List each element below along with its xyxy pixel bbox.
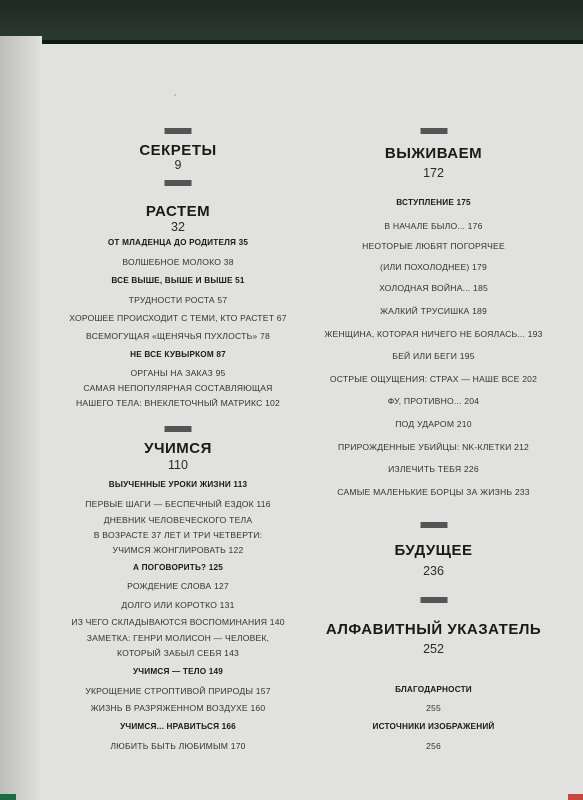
toc-entry[interactable]: ФУ, ПРОТИВНО... 204 bbox=[387, 396, 480, 406]
toc-entry[interactable]: ЛЮБИТЬ БЫТЬ ЛЮБИМЫМ 170 bbox=[110, 741, 246, 751]
toc-entry[interactable]: ПЕРВЫЕ ШАГИ — БЕСПЕЧНЫЙ ЕЗДОК 116 bbox=[85, 499, 271, 509]
toc-entry[interactable]: (ИЛИ ПОХОЛОДНЕЕ) 179 bbox=[380, 262, 487, 272]
spine-shadow bbox=[0, 36, 42, 800]
section-page-surviving: 172 bbox=[423, 166, 444, 180]
toc-entry[interactable]: УКРОЩЕНИЕ СТРОПТИВОЙ ПРИРОДЫ 157 bbox=[85, 686, 271, 696]
scan-corner-left bbox=[0, 794, 16, 800]
toc-entry[interactable]: ЗАМЕТКА: ГЕНРИ МОЛИСОН — ЧЕЛОВЕК, bbox=[86, 633, 270, 643]
section-title-secrets[interactable]: СЕКРЕТЫ bbox=[139, 142, 217, 159]
section-title-future[interactable]: БУДУЩЕЕ bbox=[394, 542, 473, 559]
section-bar bbox=[165, 128, 192, 134]
toc-entry[interactable]: ТРУДНОСТИ РОСТА 57 bbox=[128, 295, 228, 305]
toc-subheading[interactable]: ВСЕ ВЫШЕ, ВЫШЕ И ВЫШЕ 51 bbox=[111, 276, 245, 285]
toc-entry[interactable]: САМАЯ НЕПОПУЛЯРНАЯ СОСТАВЛЯЮЩАЯ bbox=[83, 383, 273, 393]
toc-page-number: 256 bbox=[426, 741, 441, 751]
toc-entry[interactable]: ВОЛШЕБНОЕ МОЛОКО 38 bbox=[122, 257, 234, 267]
section-title-learning[interactable]: УЧИМСЯ bbox=[144, 440, 212, 457]
toc-subheading[interactable]: УЧИМСЯ — ТЕЛО 149 bbox=[133, 667, 223, 676]
toc-entry[interactable]: НЕОТОРЫЕ ЛЮБЯТ ПОГОРЯЧЕЕ bbox=[362, 241, 505, 251]
section-page-secrets: 9 bbox=[174, 158, 182, 172]
toc-entry[interactable]: ДОЛГО ИЛИ КОРОТКО 131 bbox=[121, 600, 235, 610]
toc-subheading[interactable]: А ПОГОВОРИТЬ? 125 bbox=[133, 563, 223, 572]
toc-subheading-image-sources[interactable]: ИСТОЧНИКИ ИЗОБРАЖЕНИЙ bbox=[372, 722, 495, 731]
toc-subheading[interactable]: ОТ МЛАДЕНЦА ДО РОДИТЕЛЯ 35 bbox=[107, 238, 249, 247]
toc-subheading[interactable]: НЕ ВСЕ КУВЫРКОМ 87 bbox=[130, 350, 226, 359]
toc-entry[interactable]: ВСЕМОГУЩАЯ «ЩЕНЯЧЬЯ ПУХЛОСТЬ» 78 bbox=[86, 331, 270, 341]
scan-corner-right bbox=[568, 794, 583, 800]
toc-entry[interactable]: НАШЕГО ТЕЛА: ВНЕКЛЕТОЧНЫЙ МАТРИКС 102 bbox=[75, 398, 281, 408]
toc-entry[interactable]: ИЗ ЧЕГО СКЛАДЫВАЮТСЯ ВОСПОМИНАНИЯ 140 bbox=[71, 617, 285, 627]
section-page-growing: 32 bbox=[171, 220, 185, 234]
toc-entry[interactable]: УЧИМСЯ ЖОНГЛИРОВАТЬ 122 bbox=[112, 545, 244, 555]
section-page-future: 236 bbox=[423, 564, 444, 578]
section-page-index: 252 bbox=[423, 642, 444, 656]
toc-page-number: 255 bbox=[426, 703, 441, 713]
toc-entry[interactable]: БЕЙ ИЛИ БЕГИ 195 bbox=[392, 351, 475, 361]
toc-entry[interactable]: КОТОРЫЙ ЗАБЫЛ СЕБЯ 143 bbox=[116, 648, 240, 658]
toc-entry[interactable]: ЖАЛКИЙ ТРУСИШКА 189 bbox=[379, 306, 488, 316]
section-title-index[interactable]: АЛФАВИТНЫЙ УКАЗАТЕЛЬ bbox=[325, 621, 542, 638]
toc-entry[interactable]: ИЗЛЕЧИТЬ ТЕБЯ 226 bbox=[388, 464, 479, 474]
toc-entry[interactable]: САМЫЕ МАЛЕНЬКИЕ БОРЦЫ ЗА ЖИЗНЬ 233 bbox=[337, 487, 530, 497]
toc-entry[interactable]: В НАЧАЛЕ БЫЛО... 176 bbox=[384, 221, 483, 231]
section-page-learning: 110 bbox=[168, 458, 188, 472]
toc-entry[interactable]: ЖИЗНЬ В РАЗРЯЖЕННОМ ВОЗДУХЕ 160 bbox=[90, 703, 266, 713]
top-cover-band bbox=[0, 0, 583, 44]
toc-entry[interactable]: ОСТРЫЕ ОЩУЩЕНИЯ: СТРАХ — НАШЕ ВСЕ 202 bbox=[329, 374, 538, 384]
section-title-growing[interactable]: РАСТЕМ bbox=[145, 203, 211, 220]
section-bar bbox=[420, 128, 447, 134]
toc-entry[interactable]: ПРИРОЖДЕННЫЕ УБИЙЦЫ: NK-КЛЕТКИ 212 bbox=[337, 442, 530, 452]
toc-subheading-acknowledgements[interactable]: БЛАГОДАРНОСТИ bbox=[395, 685, 472, 694]
section-bar bbox=[165, 180, 192, 186]
section-bar bbox=[420, 522, 447, 528]
toc-entry[interactable]: ЖЕНЩИНА, КОТОРАЯ НИЧЕГО НЕ БОЯЛАСЬ... 193 bbox=[324, 329, 543, 339]
toc-subheading[interactable]: ВСТУПЛЕНИЕ 175 bbox=[396, 198, 471, 207]
section-title-surviving[interactable]: ВЫЖИВАЕМ bbox=[384, 145, 483, 162]
toc-entry[interactable]: ОРГАНЫ НА ЗАКАЗ 95 bbox=[130, 368, 226, 378]
small-caret-mark: ˇ bbox=[174, 95, 177, 102]
section-bar bbox=[165, 426, 192, 432]
section-bar bbox=[420, 597, 447, 603]
toc-entry[interactable]: ХОРОШЕЕ ПРОИСХОДИТ С ТЕМИ, КТО РАСТЕТ 67 bbox=[69, 313, 287, 323]
toc-entry[interactable]: РОЖДЕНИЕ СЛОВА 127 bbox=[127, 581, 229, 591]
toc-entry[interactable]: ХОЛОДНАЯ ВОЙНА... 185 bbox=[379, 283, 488, 293]
toc-subheading[interactable]: УЧИМСЯ... НРАВИТЬСЯ 166 bbox=[120, 722, 236, 731]
toc-entry[interactable]: В ВОЗРАСТЕ 37 ЛЕТ И ТРИ ЧЕТВЕРТИ: bbox=[93, 530, 263, 540]
toc-subheading[interactable]: ВЫУЧЕННЫЕ УРОКИ ЖИЗНИ 113 bbox=[108, 480, 248, 489]
toc-entry[interactable]: ПОД УДАРОМ 210 bbox=[395, 419, 472, 429]
toc-entry[interactable]: ДНЕВНИК ЧЕЛОВЕЧЕСКОГО ТЕЛА bbox=[103, 515, 253, 525]
